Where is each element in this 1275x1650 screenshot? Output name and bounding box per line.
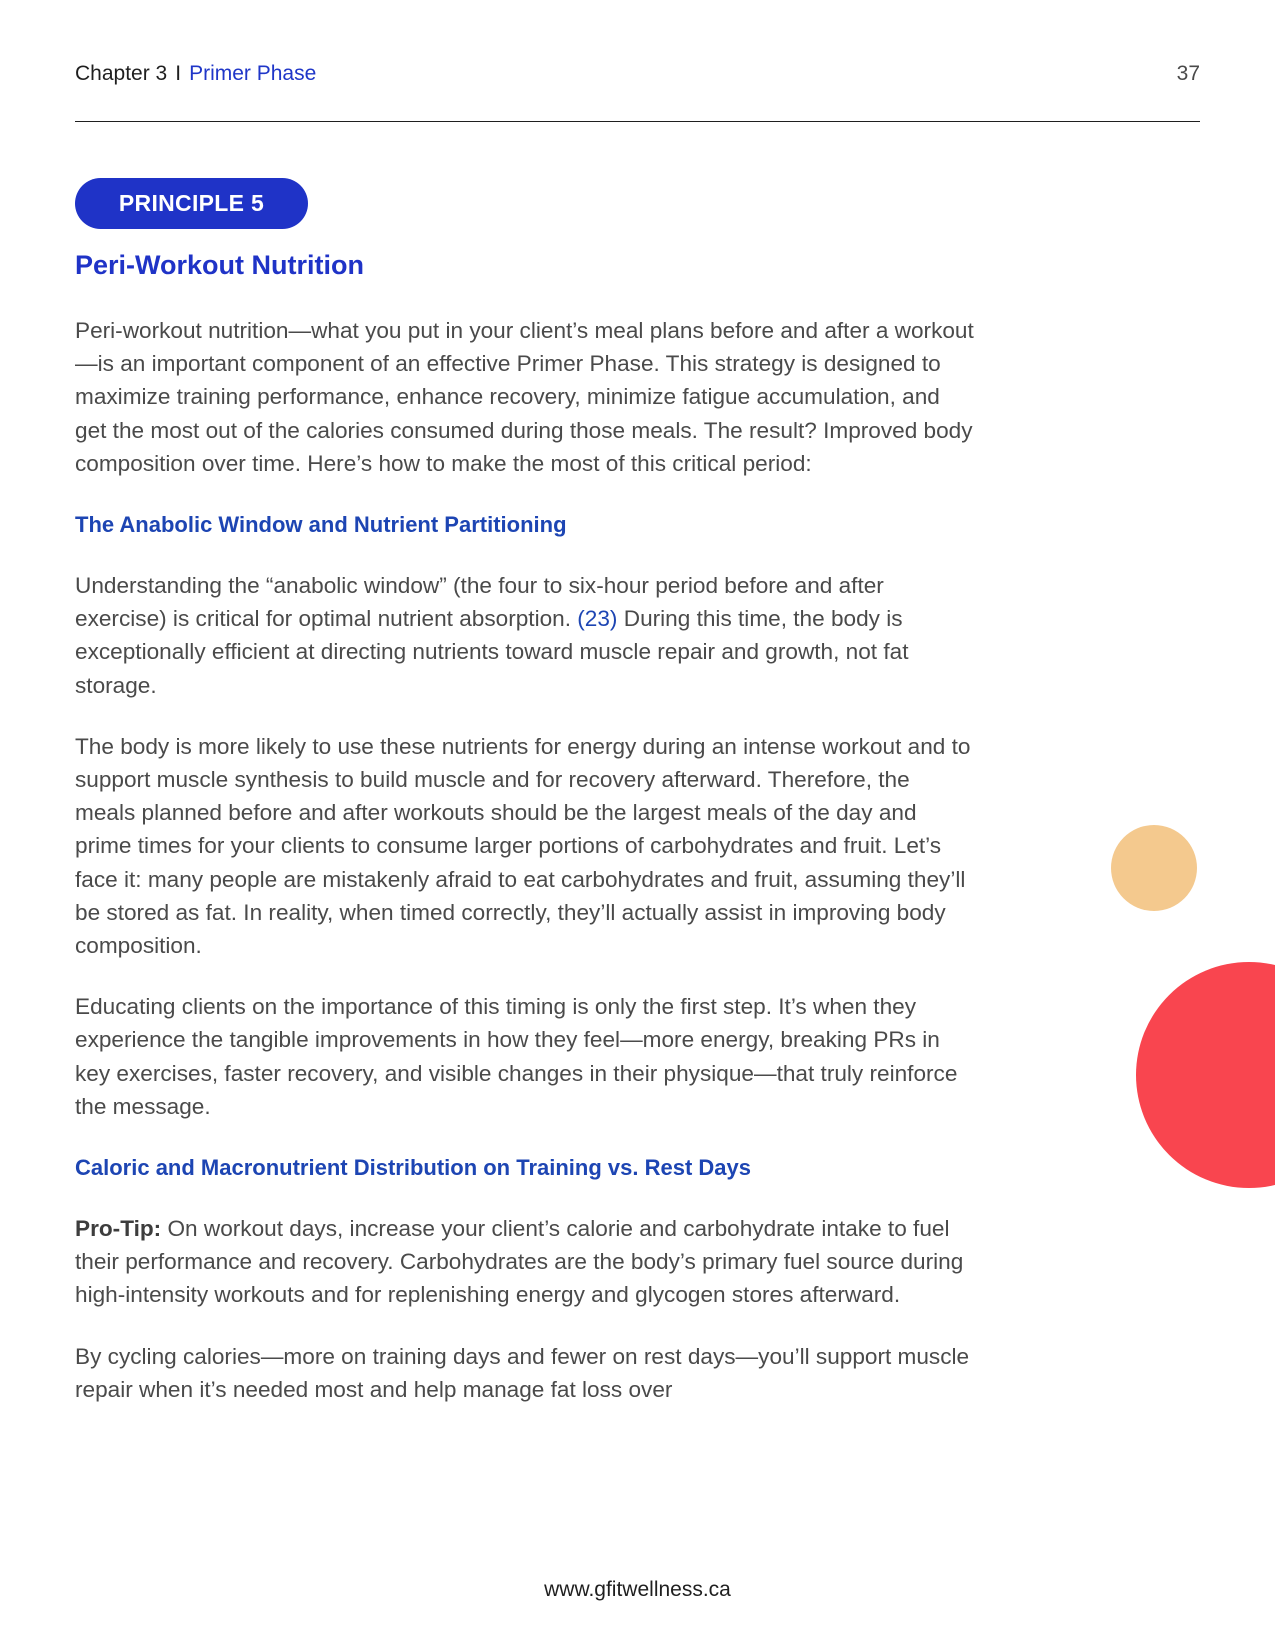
header-divider bbox=[75, 121, 1200, 122]
body-content bbox=[75, 314, 975, 1434]
footer-url: www.gfitwellness.ca bbox=[544, 1578, 731, 1601]
chapter-label bbox=[75, 62, 316, 86]
subheading-anabolic-window: The Anabolic Window and Nutrient Partitioning bbox=[75, 512, 567, 538]
section-title: Peri-Workout Nutrition bbox=[75, 250, 364, 280]
intro-paragraph: Peri-workout nutrition—what you put in your client’s meal plans before and after a workout—is an important component of an effective Primer Phase. This strategy is designed to maximize training performance, enhance recovery, minimize fatigue accumulation, and get the most out of the calories consumed during those meals. The result? Improved body composition over time. Here’s how to make the most of this critical period: bbox=[75, 318, 974, 476]
chapter-number: Chapter 3 bbox=[75, 62, 168, 85]
paragraph-text: During this time, the body is exceptionally efficient at directing nutrients toward muscle repair and growth, not fat storage. bbox=[75, 606, 909, 698]
anabolic-window-paragraph bbox=[75, 569, 975, 702]
pro-tip-label: Pro-Tip: bbox=[75, 1216, 162, 1242]
header-separator: I bbox=[175, 62, 182, 85]
page-header bbox=[75, 60, 1200, 100]
pro-tip-paragraph bbox=[75, 1212, 975, 1312]
paragraph-text: Understanding the “anabolic window” (the four to six-hour period before and after exercise) is critical for optimal nutrient absorption. bbox=[75, 573, 884, 632]
pro-tip-text: On workout days, increase your client’s calorie and carbohydrate intake to fuel their performance and recovery. Carbohydrates are the body’s primary fuel source during high-intensity workouts and for replenishing energy and glycogen stores afterward. bbox=[75, 1216, 964, 1308]
subheading-caloric-distribution: Caloric and Macronutrient Distribution on Training vs. Rest Days bbox=[75, 1155, 751, 1181]
nutrient-use-paragraph: The body is more likely to use these nutrients for energy during an intense workout and to support muscle synthesis to build muscle and for recovery afterward. Therefore, the meals planned before and after workouts should be the largest meals of the day and prime times for your clients to consume larger portions of carbohydrates and fruit. Let’s face it: many people are mistakenly afraid to eat carbohydrates and fruit, assuming they’ll be stored as fat. In reality, when timed correctly, they’ll actually assist in improving body composition. bbox=[75, 733, 971, 959]
decorative-orange-circle bbox=[1111, 825, 1197, 911]
phase-name: Primer Phase bbox=[189, 62, 317, 85]
calorie-cycling-paragraph: By cycling calories—more on training days and fewer on rest days—you’ll support muscle repair when it’s needed most and help manage fat loss over bbox=[75, 1343, 970, 1402]
citation-link[interactable]: (23) bbox=[577, 606, 618, 632]
client-education-paragraph: Educating clients on the importance of this timing is only the first step. It’s when they experience the tangible improvements in how they feel—more energy, breaking PRs in key exercises, faster recovery, and visible changes in their physique—that truly reinforce the message. bbox=[75, 994, 958, 1119]
page-number: 37 bbox=[1176, 62, 1200, 85]
principle-badge: PRINCIPLE 5 bbox=[75, 178, 308, 229]
decorative-red-circle bbox=[1136, 962, 1275, 1188]
